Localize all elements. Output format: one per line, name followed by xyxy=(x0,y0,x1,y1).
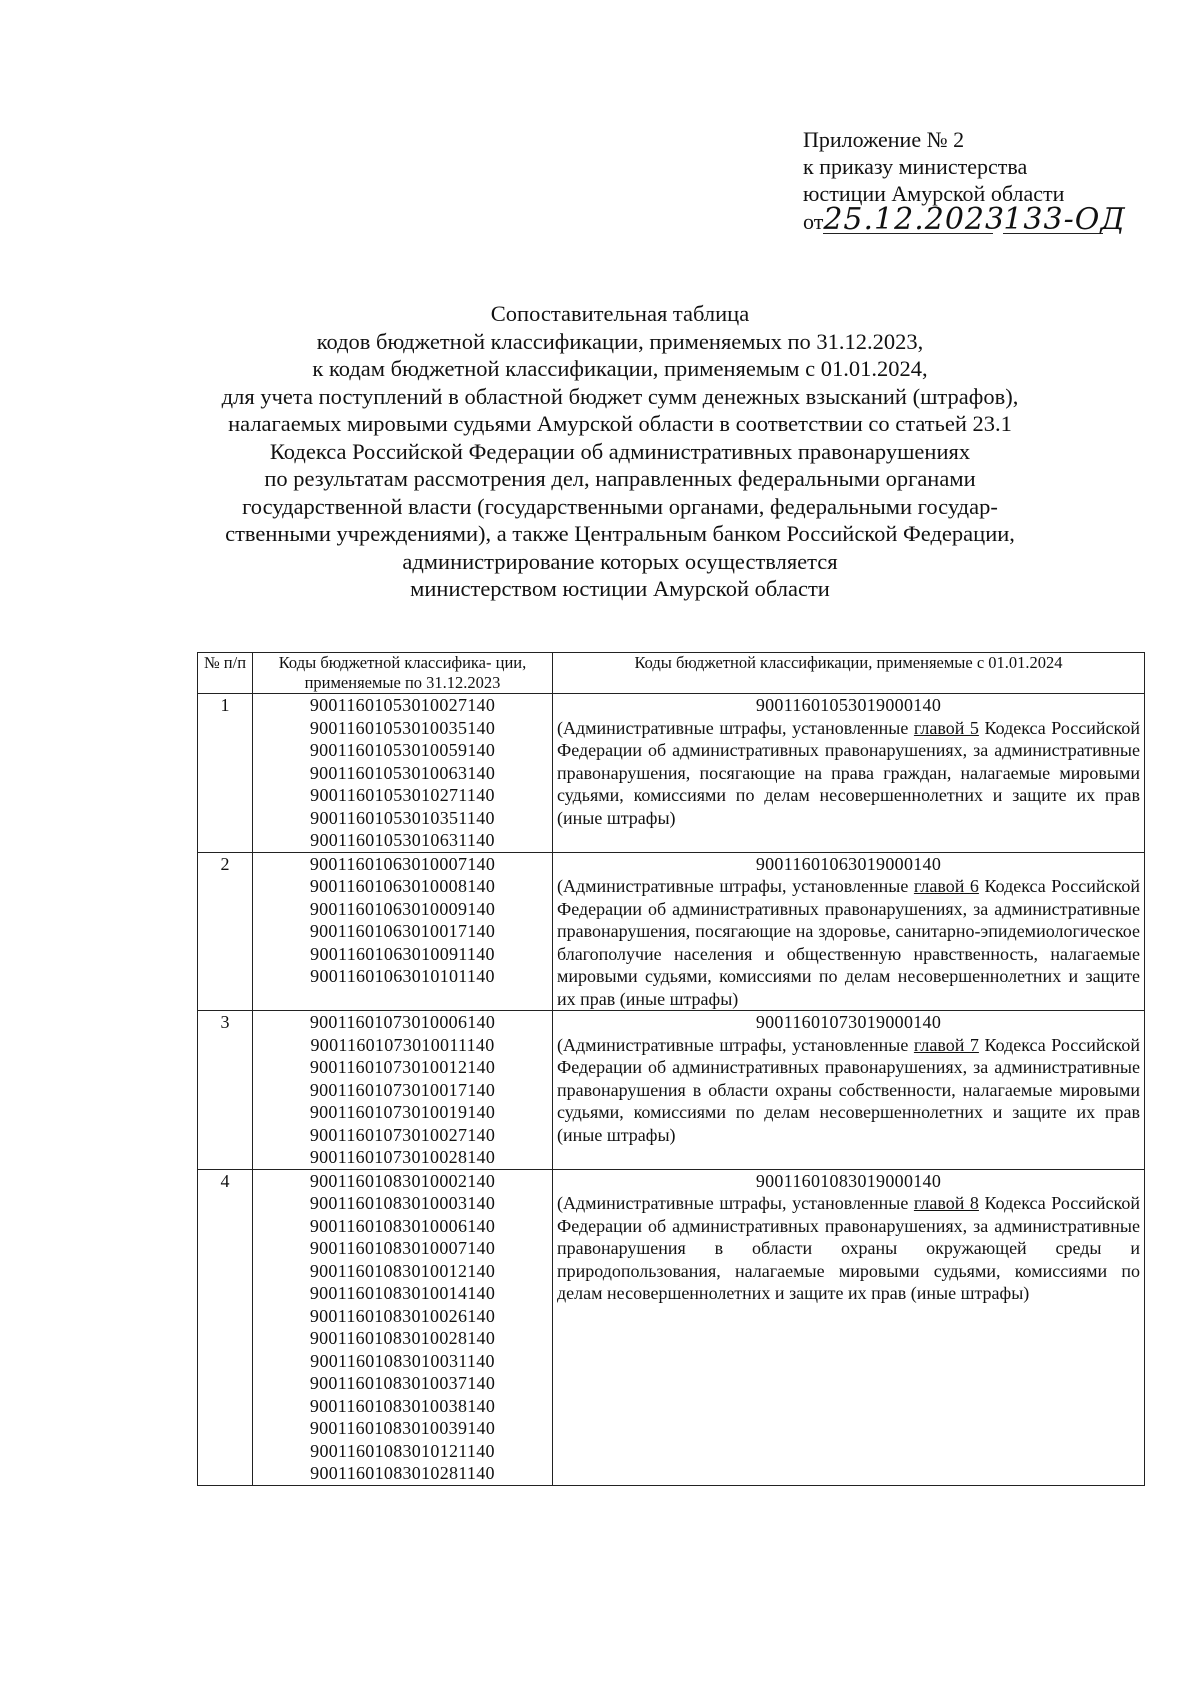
new-code-cell xyxy=(553,694,1145,853)
handwritten-date: 25.12.2023 xyxy=(823,202,1006,237)
appendix-order-line: к приказу министерства xyxy=(803,154,1028,179)
old-code: 90011601083010281140 xyxy=(310,1463,495,1483)
old-codes-cell xyxy=(253,1169,553,1485)
old-code: 90011601063010009140 xyxy=(309,898,496,919)
old-code: 90011601063010101140 xyxy=(310,966,495,986)
old-code: 90011601083010039140 xyxy=(309,1418,496,1438)
old-code: 90011601063010008140 xyxy=(309,876,496,896)
handwritten-order-number: 133-ОД xyxy=(1003,202,1126,237)
table-row xyxy=(198,1169,1145,1485)
title-line: кодов бюджетной классификации, применяемых по 31.12.2023, xyxy=(316,328,924,354)
title-line: администрирование которых осуществляется xyxy=(402,548,838,574)
title-line: налагаемых мировыми судьями Амурской области в соответствии со статьей 23.1 xyxy=(228,411,1012,436)
old-code: 90011601083010031140 xyxy=(310,1350,495,1371)
chapter-link[interactable]: главой 8 xyxy=(913,1193,979,1213)
old-code: 90011601063010007140 xyxy=(309,853,496,874)
old-code: 90011601053010351140 xyxy=(310,807,495,828)
old-code: 90011601073010028140 xyxy=(309,1147,496,1167)
table-row xyxy=(198,694,1145,853)
header-new-codes: Коды бюджетной классификации, применяемые с 01.01.2024 xyxy=(553,653,1145,694)
old-code: 90011601083010121140 xyxy=(310,1440,495,1461)
appendix-title: Приложение № 2 xyxy=(803,127,965,152)
old-codes-cell xyxy=(253,1011,553,1170)
chapter-link[interactable]: главой 6 xyxy=(913,876,979,896)
title-line: по результатам рассмотрения дел, направленных федеральными органами xyxy=(264,466,976,491)
row-number: 1 xyxy=(198,694,253,853)
old-code: 90011601083010012140 xyxy=(309,1260,496,1281)
title-line: Сопоставительная таблица xyxy=(490,301,750,326)
description-text: (Административные штрафы, установленные xyxy=(557,717,914,738)
old-code: 90011601063010017140 xyxy=(309,921,496,941)
old-code: 90011601083010006140 xyxy=(309,1215,496,1236)
old-code: 90011601083010002140 xyxy=(309,1170,496,1191)
new-code-description xyxy=(557,717,1140,830)
old-codes-cell xyxy=(253,694,553,853)
description-text: (Административные штрафы, установленные xyxy=(557,1034,914,1055)
old-code: 90011601053010027140 xyxy=(309,695,496,715)
old-code: 90011601053010063140 xyxy=(309,762,496,783)
old-code: 90011601073010012140 xyxy=(309,1057,496,1077)
old-code: 90011601053010631140 xyxy=(310,830,495,850)
table-row xyxy=(198,852,1145,1011)
title-line: к кодам бюджетной классификации, применяемым с 01.01.2024, xyxy=(312,356,928,381)
appendix-block xyxy=(803,126,1133,235)
appendix-ministry-line: юстиции Амурской области xyxy=(803,181,1065,206)
chapter-link[interactable]: главой 5 xyxy=(913,717,979,738)
codes-table xyxy=(197,652,1145,1486)
old-code: 90011601083010038140 xyxy=(309,1395,496,1416)
old-code: 90011601063010091140 xyxy=(310,943,495,964)
appendix-date-line xyxy=(803,202,1133,237)
old-code: 90011601053010035140 xyxy=(309,717,496,738)
title-line: министерством юстиции Амурской области xyxy=(410,576,830,601)
document-title xyxy=(190,300,1050,603)
description-text: Кодекса Российской Федерации об административных правонарушениях, за административные правонарушения в области охраны собственности, налагаемые мировыми судьями, комиссиями по делам несовершеннолетних и защите их прав (иные штрафы) xyxy=(557,1034,1140,1145)
new-code: 90011601053019000140 xyxy=(755,695,942,715)
new-code-cell xyxy=(553,1011,1145,1170)
old-code: 90011601073010017140 xyxy=(309,1079,496,1100)
new-code-description xyxy=(557,1034,1140,1147)
old-code: 90011601073010019140 xyxy=(309,1102,496,1122)
row-number: 4 xyxy=(198,1169,253,1485)
title-line: государственной власти (государственными органами, федеральными государ- xyxy=(242,493,998,519)
row-number: 3 xyxy=(198,1011,253,1170)
old-codes-cell xyxy=(253,852,553,1011)
title-line: для учета поступлений в областной бюджет сумм денежных взысканий (штрафов), xyxy=(221,383,1019,409)
date-prefix: от xyxy=(803,209,824,234)
description-text: Кодекса Российской Федерации об административных правонарушениях, за административные правонарушения, посягающие на здоровье, санитарно-эпидемиологическое благополучие населения и общественную нравственность, налагаемые мировыми судьями, комиссиями по делам несовершеннолетних и защите их прав (иные штрафы) xyxy=(557,876,1140,1009)
new-code: 90011601083019000140 xyxy=(755,1170,942,1191)
old-code: 90011601053010271140 xyxy=(310,785,495,805)
new-code-cell xyxy=(553,1169,1145,1485)
old-code: 90011601073010011140 xyxy=(310,1034,495,1055)
header-num: № п/п xyxy=(198,653,253,694)
title-line: Кодекса Российской Федерации об административных правонарушениях xyxy=(269,438,971,464)
old-code: 90011601083010007140 xyxy=(309,1238,496,1258)
new-code: 90011601063019000140 xyxy=(755,853,942,874)
table-header-row xyxy=(198,653,1145,694)
header-old-codes: Коды бюджетной классифика- ции, применяемые по 31.12.2023 xyxy=(253,653,553,694)
old-code: 90011601083010037140 xyxy=(309,1373,496,1393)
title-line: ственными учреждениями), а также Центральным банком Российской Федерации, xyxy=(225,521,1015,546)
description-text: Кодекса Российской Федерации об административных правонарушениях, за административные правонарушения, посягающие на права граждан, налагаемые мировыми судьями, комиссиями по делам несовершеннолетних и защите их прав (иные штрафы) xyxy=(557,717,1140,828)
old-code: 90011601083010003140 xyxy=(309,1193,496,1213)
old-code: 90011601083010014140 xyxy=(309,1283,496,1303)
new-code-description xyxy=(557,1192,1140,1305)
old-code: 90011601053010059140 xyxy=(309,740,496,760)
description-text: (Административные штрафы, установленные xyxy=(557,876,914,896)
chapter-link[interactable]: главой 7 xyxy=(913,1034,979,1055)
old-code: 90011601083010026140 xyxy=(309,1305,496,1326)
old-code: 90011601073010027140 xyxy=(309,1124,496,1145)
description-text: Кодекса Российской Федерации об административных правонарушениях, за административные правонарушения в области охраны окружающей среды и природопользования, налагаемые мировыми судьями, комиссиями по делам несовершеннолетних и защите их прав (иные штрафы) xyxy=(557,1193,1140,1303)
old-code: 90011601073010006140 xyxy=(309,1012,496,1032)
new-code: 90011601073019000140 xyxy=(755,1012,942,1032)
new-code-description xyxy=(557,875,1140,1010)
row-number: 2 xyxy=(198,852,253,1011)
new-code-cell xyxy=(553,852,1145,1011)
description-text: (Административные штрафы, установленные xyxy=(557,1193,914,1213)
old-code: 90011601083010028140 xyxy=(309,1328,496,1348)
table-row xyxy=(198,1011,1145,1170)
